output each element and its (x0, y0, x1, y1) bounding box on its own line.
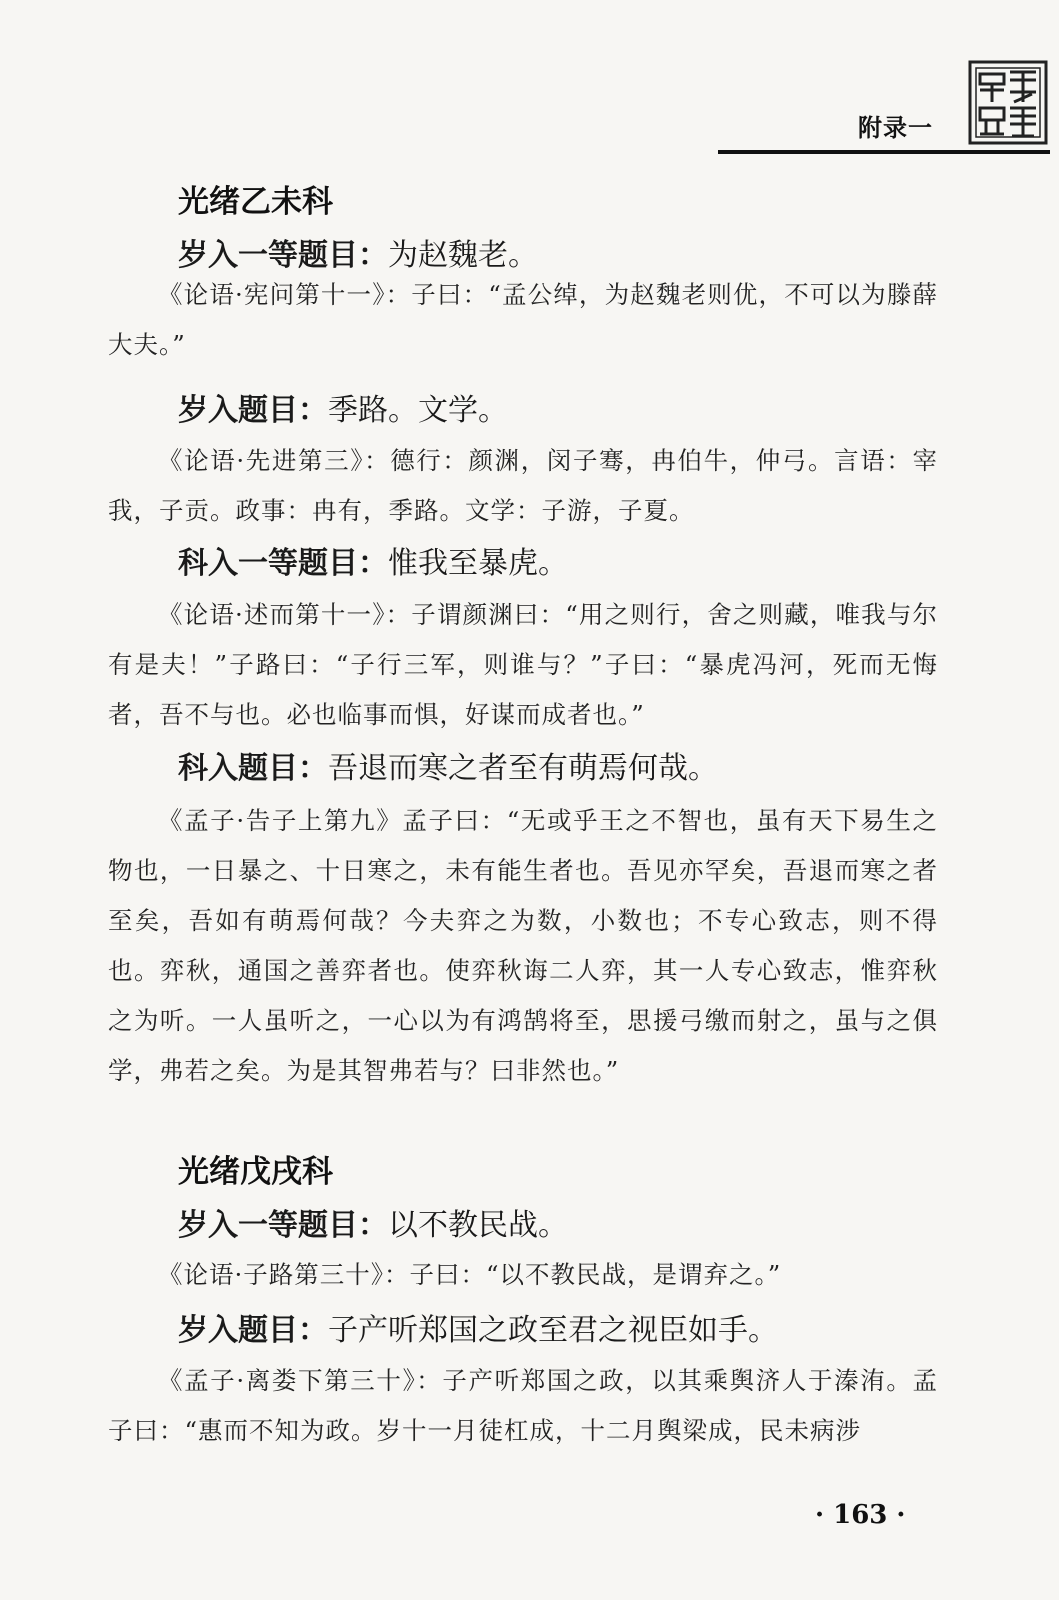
seal-logo (968, 60, 1048, 145)
exam-question (178, 230, 538, 274)
source-passage: 《论语·子路第三十》：子曰：“以不教民战，是谓弃之。” (158, 1260, 782, 1289)
source-passage: 《论语·先进第三》：德行：颜渊，闵子骞，冉伯牛，仲弓。言语：宰我，子贡。政事：冉有，季路。文学：子游，子夏。 (108, 446, 938, 525)
exam-question (178, 1200, 568, 1244)
page-header (0, 0, 1059, 160)
question-topic: 以不教民战。 (388, 1208, 568, 1243)
source-passage: 《论语·述而第十一》：子谓颜渊曰：“用之则行，舍之则藏，唯我与尔有是夫！”子路曰：“子行三军，则谁与？”子曰：“暴虎冯河，死而无悔者，吾不与也。必也临事而惧，好谋而成者也。” (108, 600, 938, 729)
question-label: 岁入一等题目： (178, 1208, 388, 1243)
exam-question (178, 743, 718, 787)
running-header-label: 附录一 (858, 114, 933, 142)
question-label: 岁入题目： (178, 393, 328, 428)
question-label: 科入题目： (178, 751, 328, 786)
exam-question (178, 385, 508, 429)
exam-question (178, 1305, 778, 1349)
question-label: 岁入一等题目： (178, 238, 388, 273)
question-topic: 季路。文学。 (328, 393, 508, 428)
source-passage: 《论语·宪问第十一》：子曰：“孟公绰，为赵魏老则优，不可以为滕薛大夫。” (108, 280, 938, 359)
question-label: 岁入题目： (178, 1313, 328, 1348)
question-topic: 子产听郑国之政至君之视臣如手。 (328, 1313, 778, 1348)
header-rule (718, 150, 1050, 154)
page-number: · 163 · (815, 1500, 906, 1530)
source-passage: 《孟子·离娄下第三十》：子产听郑国之政，以其乘舆济人于溱洧。孟子曰：“惠而不知为政。岁十一月徒杠成，十二月舆梁成，民未病涉 (108, 1366, 938, 1445)
question-topic: 为赵魏老。 (388, 238, 538, 273)
question-topic: 惟我至暴虎。 (388, 546, 568, 581)
source-passage: 《孟子·告子上第九》孟子曰：“无或乎王之不智也，虽有天下易生之物也，一日暴之、十日寒之，未有能生者也。吾见亦罕矣，吾退而寒之者至矣，吾如有萌焉何哉？今夫弈之为数，小数也；不专心致志，则不得也。弈秋，通国之善弈者也。使弈秋诲二人弈，其一人专心致志，惟弈秋之为听。一人虽听之，一心以为有鸿鹄将至，思援弓缴而射之，虽与之俱学，弗若之矣。为是其智弗若与？曰非然也。” (108, 806, 938, 1085)
section-title: 光绪戊戌科 (178, 1154, 333, 1190)
section-title: 光绪乙未科 (178, 184, 333, 220)
exam-question (178, 538, 568, 582)
question-topic: 吾退而寒之者至有萌焉何哉。 (328, 751, 718, 786)
question-label: 科入一等题目： (178, 546, 388, 581)
